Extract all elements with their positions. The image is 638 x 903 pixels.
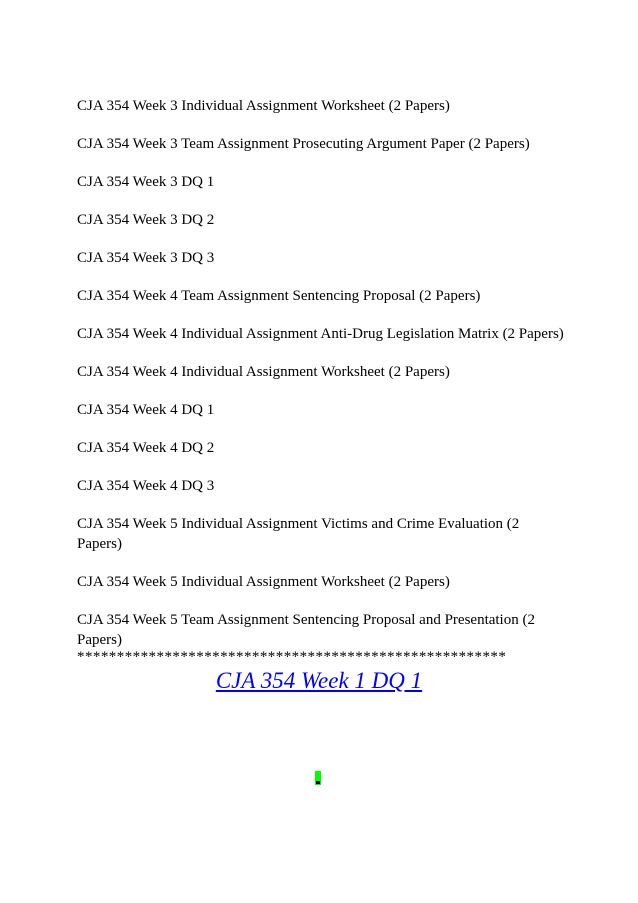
list-item: CJA 354 Week 3 Team Assignment Prosecuting Argument Paper (2 Papers) <box>77 136 530 152</box>
list-item: CJA 354 Week 4 Individual Assignment Anti-Drug Legislation Matrix (2 Papers) <box>77 326 564 342</box>
document-page <box>77 96 567 696</box>
list-item: CJA 354 Week 4 Individual Assignment Worksheet (2 Papers) <box>77 364 450 380</box>
list-item: CJA 354 Week 4 Team Assignment Sentencing Proposal (2 Papers) <box>77 288 481 304</box>
list-item: CJA 354 Week 5 Team Assignment Sentencing Proposal and Presentation (2 Papers) <box>77 612 535 648</box>
list-item: CJA 354 Week 5 Individual Assignment Victims and Crime Evaluation (2 Papers) <box>77 516 520 552</box>
list-item: CJA 354 Week 5 Individual Assignment Worksheet (2 Papers) <box>77 574 450 590</box>
list-item: CJA 354 Week 3 DQ 1 <box>77 174 215 190</box>
list-item: CJA 354 Week 3 DQ 2 <box>77 212 215 228</box>
list-item: CJA 354 Week 4 DQ 3 <box>77 478 215 494</box>
list-item: CJA 354 Week 4 DQ 1 <box>77 402 215 418</box>
asterisk-separator: ****************************************************** <box>77 650 507 664</box>
heading-link[interactable]: CJA 354 Week 1 DQ 1 <box>215 668 423 693</box>
list-item: CJA 354 Week 4 DQ 2 <box>77 440 215 456</box>
list-item: CJA 354 Week 3 DQ 3 <box>77 250 215 266</box>
list-item: CJA 354 Week 3 Individual Assignment Worksheet (2 Papers) <box>77 98 450 114</box>
marker-dot <box>316 781 320 784</box>
